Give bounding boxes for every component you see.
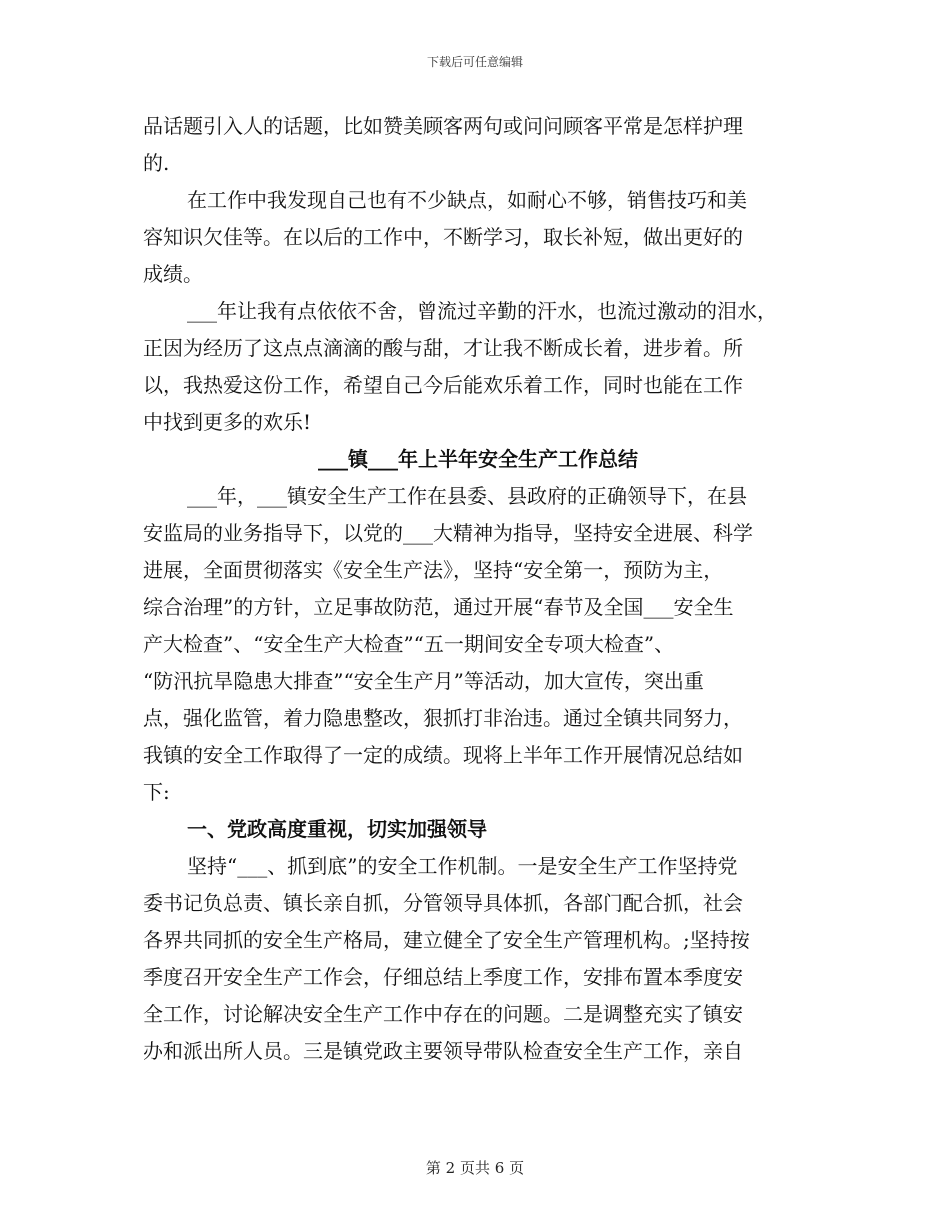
text-line: 进展，全面贯彻落实《安全生产法》，坚持“安全第一，预防为主， xyxy=(143,558,724,582)
text-line: 正因为经历了这点点滴滴的酸与甜，才让我不断成长着，进步着。所 xyxy=(143,336,743,360)
text-line: 季度召开安全生产工作会，仔细总结上季度工作，安排布置本季度安 xyxy=(143,965,743,989)
paragraph-start: ___年，___镇安全生产工作在县委、县政府的正确领导下，在县 xyxy=(187,484,747,508)
text-line: 成绩。 xyxy=(143,262,203,286)
text-line: 综合治理”的方针，立足事故防范，通过开展“春节及全国___安全生 xyxy=(143,595,734,619)
text-line: 各界共同抓的安全生产格局，建立健全了安全生产管理机构。;坚持按 xyxy=(143,928,750,952)
text-line: 点，强化监管，着力隐患整改，狠抓打非治违。通过全镇共同努力， xyxy=(143,706,743,730)
text-line: 容知识欠佳等。在以后的工作中，不断学习，取长补短，做出更好的 xyxy=(143,225,743,249)
page-footer: 第 2 页共 6 页 xyxy=(425,1159,525,1177)
text-line: 办和派出所人员。三是镇党政主要领导带队检查安全生产工作，亲自 xyxy=(143,1039,743,1063)
text-line: “防汛抗旱隐患大排查”“安全生产月”等活动，加大宣传，突出重 xyxy=(143,669,704,693)
paragraph-start: 在工作中我发现自己也有不少缺点，如耐心不够，销售技巧和美 xyxy=(187,188,747,212)
paragraph-start: 坚持“___、抓到底”的安全工作机制。一是安全生产工作坚持党 xyxy=(187,854,738,878)
text-line: 下: xyxy=(143,780,170,804)
text-line: 中找到更多的欢乐! xyxy=(143,410,312,434)
text-line: 全工作，讨论解决安全生产工作中存在的问题。二是调整充实了镇安 xyxy=(143,1002,743,1026)
text-line: 产大检查”、“安全生产大检查”“五一期间安全专项大检查”、 xyxy=(143,632,675,656)
text-line: 品话题引入人的话题，比如赞美顾客两句或问问顾客平常是怎样护理 xyxy=(143,114,743,138)
page-header: 下载后可任意编辑 xyxy=(426,55,523,69)
paragraph-start: ___年让我有点依依不舍，曾流过辛勤的汗水，也流过激动的泪水， xyxy=(187,299,777,323)
section-heading: 一、党政高度重视，切实加强领导 xyxy=(187,817,487,841)
text-line: 安监局的业务指导下，以党的___大精神为指导，坚持安全进展、科学 xyxy=(143,521,753,545)
document-title: ___镇___年上半年安全生产工作总结 xyxy=(318,447,638,471)
document-body xyxy=(143,108,823,1070)
text-line: 的. xyxy=(143,151,170,175)
text-line: 委书记负总责、镇长亲自抓，分管领导具体抓，各部门配合抓，社会 xyxy=(143,891,743,915)
text-line: 以，我热爱这份工作，希望自己今后能欢乐着工作，同时也能在工作 xyxy=(143,373,743,397)
text-line: 我镇的安全工作取得了一定的成绩。现将上半年工作开展情况总结如 xyxy=(143,743,743,767)
